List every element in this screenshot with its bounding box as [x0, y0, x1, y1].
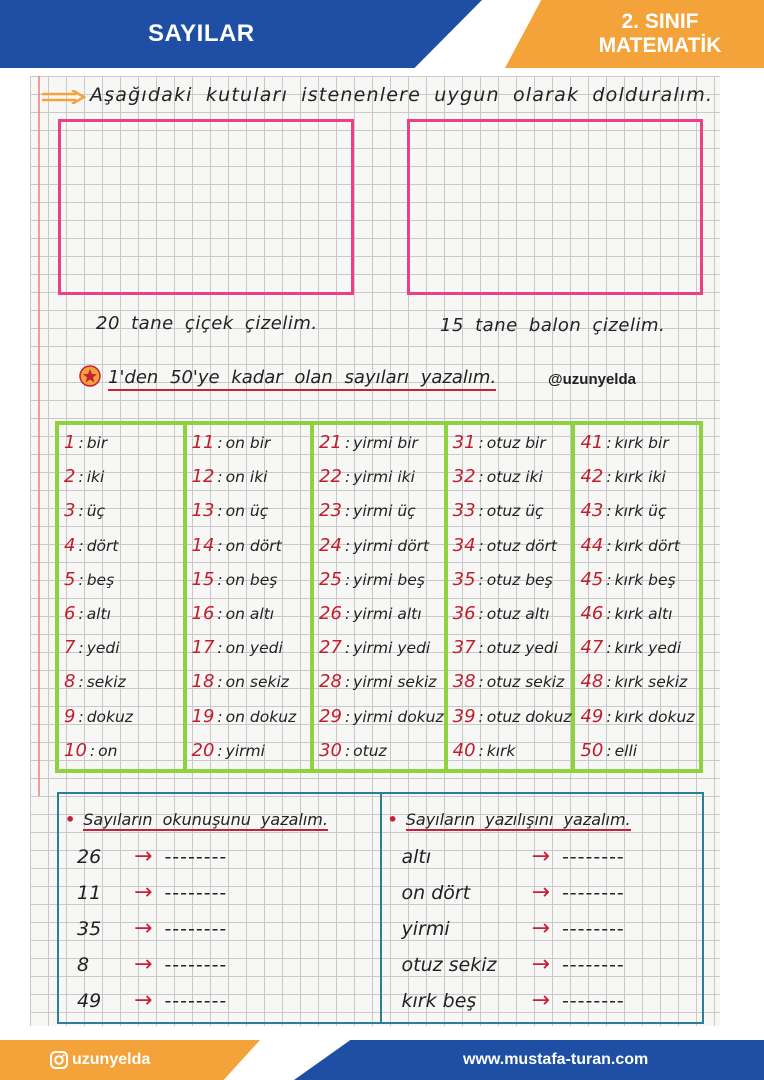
number-digit: 12 — [191, 466, 215, 488]
exercise-prompt: 49 — [77, 989, 102, 1012]
right-arrow-icon: → — [134, 844, 153, 869]
star-icon — [79, 365, 101, 387]
exercise-prompt: 8 — [77, 953, 90, 976]
number-entry — [64, 665, 183, 699]
number-word: yirmi bir — [353, 434, 418, 453]
number-separator: : — [478, 468, 484, 487]
number-word: kırk sekiz — [614, 673, 688, 692]
number-word: yirmi dokuz — [353, 707, 444, 726]
number-separator: : — [606, 605, 612, 624]
number-entry — [453, 529, 572, 563]
number-digit: 30 — [319, 739, 342, 761]
number-word: otuz yedi — [486, 639, 559, 658]
number-digit: 13 — [191, 500, 215, 522]
exercise-prompt: 35 — [77, 917, 102, 940]
right-arrow-icon: → — [531, 988, 550, 1013]
number-separator: : — [78, 502, 84, 521]
number-digit: 23 — [319, 500, 342, 522]
number-word: on dört — [225, 536, 282, 555]
number-word: on sekiz — [225, 673, 289, 692]
number-entry — [319, 529, 444, 563]
number-entry — [192, 665, 311, 699]
answer-blank[interactable]: -------- — [164, 917, 228, 940]
number-separator: : — [478, 570, 484, 589]
number-entry — [319, 460, 444, 494]
number-separator: : — [606, 536, 612, 555]
number-entry — [64, 734, 183, 768]
author-handle: @uzunyelda — [548, 371, 636, 388]
number-separator: : — [78, 570, 84, 589]
number-digit: 22 — [319, 466, 342, 488]
right-arrow-icon: → — [134, 988, 153, 1013]
footer-website-link[interactable]: www.mustafa-turan.com — [463, 1051, 649, 1068]
number-entry — [319, 734, 444, 768]
number-digit: 24 — [319, 534, 342, 556]
exercise-row — [77, 916, 227, 941]
number-separator: : — [78, 707, 84, 726]
flower-drawing-box[interactable] — [58, 119, 354, 295]
right-arrow-icon: → — [531, 844, 550, 869]
number-separator: : — [344, 741, 351, 760]
number-entry — [453, 460, 572, 494]
number-separator: : — [217, 741, 223, 760]
number-entry — [192, 426, 311, 460]
number-digit: 9 — [64, 705, 76, 727]
instagram-icon — [50, 1051, 68, 1069]
number-entry — [192, 734, 311, 768]
number-separator: : — [78, 434, 84, 453]
number-separator: : — [344, 639, 351, 658]
balloon-drawing-box[interactable] — [407, 119, 703, 295]
number-entry — [319, 700, 444, 734]
exercise-prompt: on dört — [401, 881, 471, 904]
number-word: kırk bir — [614, 434, 669, 453]
number-word: yedi — [86, 639, 120, 658]
number-separator: : — [217, 673, 223, 692]
number-word: on beş — [225, 570, 278, 589]
page-title: SAYILAR — [148, 20, 255, 47]
number-word: üç — [86, 502, 106, 521]
number-digit: 4 — [64, 534, 76, 556]
number-digit: 36 — [452, 603, 476, 625]
numbers-column — [59, 425, 187, 769]
number-separator: : — [606, 741, 612, 760]
right-arrow-icon: → — [134, 952, 153, 977]
number-entry — [319, 563, 444, 597]
writing-exercise-title — [388, 810, 631, 829]
number-word: kırk yedi — [614, 639, 682, 658]
number-word: otuz dört — [486, 536, 557, 555]
number-entry — [580, 494, 699, 528]
number-digit: 33 — [452, 500, 476, 522]
number-digit: 37 — [452, 637, 476, 659]
number-entry — [453, 631, 572, 665]
answer-blank[interactable]: -------- — [561, 917, 625, 940]
number-entry — [453, 494, 572, 528]
number-digit: 28 — [319, 671, 342, 693]
number-separator: : — [606, 673, 612, 692]
number-separator: : — [217, 570, 223, 589]
number-separator: : — [217, 502, 223, 521]
writing-exercise-title-text: Sayıların yazılışını yazalım. — [405, 810, 631, 829]
number-entry — [64, 700, 183, 734]
number-word: altı — [86, 605, 111, 624]
number-word: kırk beş — [614, 570, 676, 589]
exercise-prompt: yirmi — [401, 917, 450, 940]
number-entry — [319, 597, 444, 631]
number-separator: : — [478, 707, 484, 726]
number-entry — [64, 529, 183, 563]
number-separator: : — [606, 639, 612, 658]
number-word: yirmi dört — [353, 536, 430, 555]
number-digit: 2 — [64, 466, 76, 488]
number-separator: : — [344, 502, 351, 521]
number-word: on altı — [225, 605, 275, 624]
number-separator: : — [78, 605, 84, 624]
number-word: otuz iki — [486, 468, 543, 487]
answer-blank[interactable]: -------- — [164, 989, 228, 1012]
reading-exercise-title — [65, 810, 328, 829]
number-word: yirmi sekiz — [353, 673, 437, 692]
number-digit: 41 — [580, 432, 604, 454]
numbers-table — [55, 421, 703, 773]
number-entry — [192, 460, 311, 494]
number-digit: 15 — [191, 568, 215, 590]
number-digit: 31 — [452, 432, 476, 454]
number-entry — [192, 494, 311, 528]
number-entry — [192, 529, 311, 563]
number-entry — [192, 700, 311, 734]
answer-blank[interactable]: -------- — [561, 953, 625, 976]
number-entry — [580, 529, 699, 563]
number-entry — [192, 597, 311, 631]
number-separator: : — [217, 536, 223, 555]
right-arrow-icon: → — [531, 952, 550, 977]
answer-blank[interactable]: -------- — [164, 881, 228, 904]
number-digit: 46 — [580, 603, 604, 625]
exercise-prompt: altı — [401, 845, 432, 868]
exercise-row — [402, 952, 625, 977]
number-separator: : — [478, 673, 484, 692]
number-entry — [580, 460, 699, 494]
numbers-column — [448, 425, 576, 769]
number-entry — [192, 631, 311, 665]
number-word: kırk altı — [614, 605, 673, 624]
number-digit: 25 — [319, 568, 342, 590]
number-digit: 10 — [64, 739, 87, 761]
number-digit: 45 — [580, 568, 604, 590]
exercise-prompt: 11 — [77, 881, 102, 904]
number-word: dört — [86, 536, 119, 555]
number-digit: 34 — [452, 534, 476, 556]
number-word: on — [98, 741, 118, 760]
number-separator: : — [606, 570, 612, 589]
right-arrow-icon: → — [531, 916, 550, 941]
number-word: otuz üç — [486, 502, 544, 521]
number-separator: : — [344, 434, 351, 453]
reading-exercise — [59, 794, 382, 1022]
number-entry — [319, 665, 444, 699]
number-entry — [64, 631, 183, 665]
exercise-row — [77, 952, 227, 977]
number-entry — [192, 563, 311, 597]
number-digit: 43 — [580, 500, 604, 522]
number-digit: 19 — [191, 705, 215, 727]
number-separator: : — [344, 570, 351, 589]
number-word: yirmi üç — [353, 502, 416, 521]
number-separator: : — [344, 605, 351, 624]
number-separator: : — [78, 639, 84, 658]
number-word: yirmi beş — [353, 570, 425, 589]
bullet-icon: • — [65, 810, 76, 829]
number-digit: 49 — [580, 705, 604, 727]
exercise-row — [402, 988, 625, 1013]
right-arrow-icon: → — [531, 880, 550, 905]
number-word: yirmi yedi — [353, 639, 431, 658]
number-digit: 20 — [191, 739, 215, 761]
number-word: on üç — [225, 502, 269, 521]
number-word: on iki — [225, 468, 268, 487]
exercise-row — [402, 916, 625, 941]
writing-exercise — [382, 794, 703, 1022]
number-separator: : — [606, 502, 612, 521]
answer-blank[interactable]: -------- — [164, 845, 228, 868]
number-entry — [319, 631, 444, 665]
number-separator: : — [606, 434, 612, 453]
number-word: otuz beş — [486, 570, 553, 589]
number-word: dokuz — [86, 707, 133, 726]
number-digit: 32 — [452, 466, 476, 488]
reading-exercise-title-text: Sayıların okunuşunu yazalım. — [83, 810, 328, 829]
number-digit: 40 — [452, 739, 476, 761]
number-word: yirmi — [225, 741, 265, 760]
number-word: elli — [614, 741, 638, 760]
grade-label-line2: MATEMATİK — [598, 34, 722, 57]
activity1-instruction: Aşağıdaki kutuları istenenlere uygun olarak dolduralım. — [90, 84, 714, 106]
number-word: iki — [86, 468, 105, 487]
number-digit: 16 — [191, 603, 215, 625]
exercise-row — [402, 844, 625, 869]
right-arrow-icon: → — [134, 916, 153, 941]
exercise-prompt: 26 — [77, 845, 102, 868]
number-digit: 26 — [319, 603, 342, 625]
number-entry — [453, 426, 572, 460]
number-digit: 39 — [452, 705, 476, 727]
number-entry — [64, 494, 183, 528]
number-separator: : — [217, 468, 223, 487]
answer-blank[interactable]: -------- — [561, 881, 625, 904]
answer-blank[interactable]: -------- — [561, 845, 625, 868]
number-entry — [580, 665, 699, 699]
footer-instagram-handle[interactable]: uzunyelda — [72, 1051, 151, 1068]
exercise-row — [77, 880, 227, 905]
number-separator: : — [217, 605, 223, 624]
number-separator: : — [217, 639, 223, 658]
number-word: kırk dört — [614, 536, 680, 555]
exercise-prompt: kırk beş — [401, 989, 477, 1012]
number-separator: : — [478, 536, 484, 555]
number-separator: : — [344, 468, 351, 487]
balloon-box-caption: 15 tane balon çizelim. — [440, 315, 666, 336]
number-separator: : — [606, 707, 612, 726]
number-separator: : — [478, 605, 484, 624]
number-separator: : — [89, 741, 96, 760]
number-entry — [453, 597, 572, 631]
number-digit: 47 — [580, 637, 604, 659]
number-entry — [319, 426, 444, 460]
number-entry — [64, 563, 183, 597]
number-entry — [453, 665, 572, 699]
number-digit: 38 — [452, 671, 476, 693]
number-word: kırk dokuz — [614, 707, 695, 726]
number-digit: 21 — [319, 432, 342, 454]
numbers-column — [314, 425, 448, 769]
number-entry — [580, 734, 699, 768]
number-word: on dokuz — [225, 707, 297, 726]
number-separator: : — [78, 536, 84, 555]
number-word: beş — [86, 570, 115, 589]
number-word: sekiz — [86, 673, 126, 692]
number-separator: : — [478, 741, 484, 760]
exercise-row — [77, 988, 227, 1013]
number-entry — [580, 597, 699, 631]
number-digit: 35 — [452, 568, 476, 590]
number-separator: : — [344, 536, 351, 555]
number-digit: 17 — [191, 637, 215, 659]
number-digit: 6 — [64, 603, 76, 625]
number-digit: 1 — [64, 432, 76, 454]
number-entry — [319, 494, 444, 528]
number-word: yirmi iki — [353, 468, 415, 487]
flower-box-caption: 20 tane çiçek çizelim. — [96, 313, 318, 334]
number-separator: : — [606, 468, 612, 487]
number-separator: : — [344, 707, 351, 726]
answer-blank[interactable]: -------- — [561, 989, 625, 1012]
number-separator: : — [478, 502, 484, 521]
grade-label — [575, 10, 745, 58]
numbers-column — [575, 425, 699, 769]
number-digit: 7 — [64, 637, 76, 659]
number-digit: 29 — [319, 705, 342, 727]
number-digit: 18 — [191, 671, 215, 693]
numbers-column — [187, 425, 315, 769]
number-separator: : — [478, 639, 484, 658]
number-digit: 8 — [64, 671, 76, 693]
number-separator: : — [78, 673, 84, 692]
orange-arrow-icon — [42, 90, 86, 104]
number-digit: 14 — [191, 534, 215, 556]
number-entry — [64, 460, 183, 494]
number-entry — [453, 700, 572, 734]
number-entry — [64, 426, 183, 460]
number-word: otuz bir — [486, 434, 546, 453]
number-entry — [580, 700, 699, 734]
number-entry — [580, 563, 699, 597]
numbers-section-title: 1'den 50'ye kadar olan sayıları yazalım. — [108, 367, 496, 391]
grade-label-line1: 2. SINIF — [621, 10, 699, 33]
number-digit: 11 — [191, 432, 215, 454]
number-entry — [580, 426, 699, 460]
number-word: otuz — [353, 741, 387, 760]
number-digit: 44 — [580, 534, 604, 556]
number-separator: : — [217, 707, 223, 726]
number-word: kırk üç — [614, 502, 667, 521]
number-separator: : — [78, 468, 84, 487]
number-entry — [453, 734, 572, 768]
number-entry — [64, 597, 183, 631]
number-word: bir — [86, 434, 108, 453]
answer-blank[interactable]: -------- — [164, 953, 228, 976]
number-digit: 48 — [580, 671, 604, 693]
exercise-box — [57, 792, 704, 1024]
bullet-icon: • — [387, 810, 398, 829]
exercise-row — [77, 844, 227, 869]
number-digit: 50 — [580, 739, 604, 761]
number-entry — [453, 563, 572, 597]
number-digit: 3 — [64, 500, 76, 522]
number-word: kırk iki — [614, 468, 666, 487]
number-digit: 27 — [319, 637, 342, 659]
right-arrow-icon: → — [134, 880, 153, 905]
number-word: yirmi altı — [353, 605, 422, 624]
number-separator: : — [478, 434, 484, 453]
number-word: otuz altı — [486, 605, 550, 624]
number-digit: 42 — [580, 466, 604, 488]
number-word: on yedi — [225, 639, 283, 658]
paper-margin-line — [38, 76, 40, 796]
number-word: on bir — [225, 434, 271, 453]
number-separator: : — [344, 673, 351, 692]
number-word: kırk — [486, 741, 516, 760]
number-digit: 5 — [64, 568, 76, 590]
exercise-row — [402, 880, 625, 905]
number-entry — [580, 631, 699, 665]
number-word: otuz sekiz — [486, 673, 565, 692]
number-word: otuz dokuz — [486, 707, 572, 726]
exercise-prompt: otuz sekiz — [401, 953, 497, 976]
number-separator: : — [217, 434, 223, 453]
